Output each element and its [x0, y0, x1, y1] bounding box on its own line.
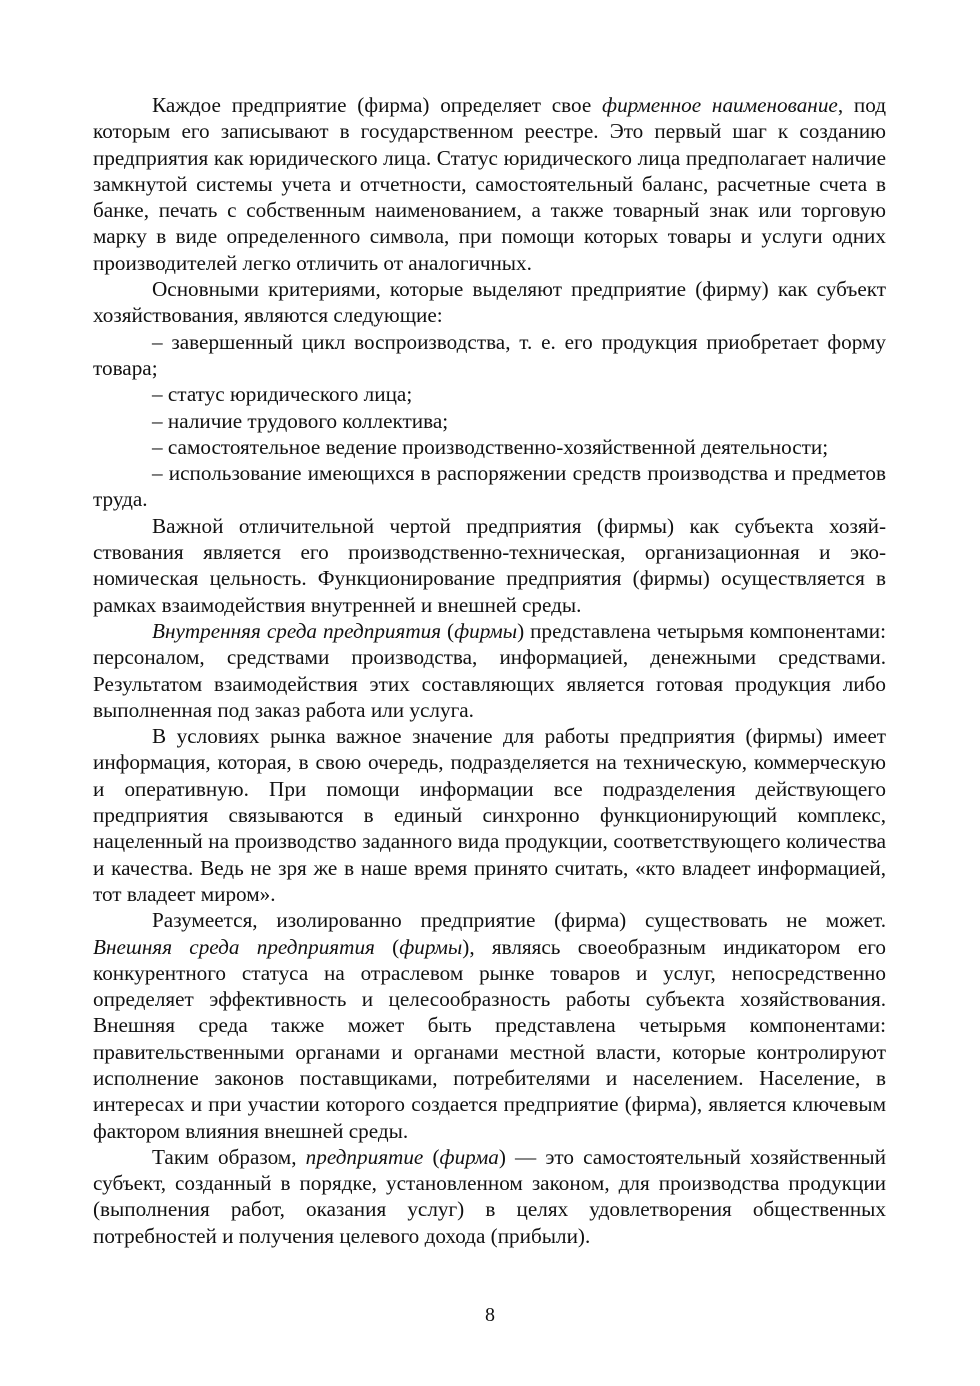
paragraph-information: В условиях рынка важное значение для работы предприятия (фирмы) имеет информация, которая, в свою очередь, подразделяется на техническую, коммерческую и оперативную. При помощи информации все подразделения действующего предприятия связываются в единый синхронно функционирующий комплекс, нацеленный на производство заданного вида продукции, соответствующего количества и качества. Ведь не зря же в наше время принято считать, «кто владеет информацией, тот владеет миром». — [93, 724, 886, 906]
paragraph-external-environment: Разумеется, изолированно предприятие (фирма) существовать не может. Внешняя среда предприятия (фирмы), являясь своеобразным индикатором его конкурентного статуса на отраслевом рынке товаров и услуг, непосредственно определяет эффективность и целесообразность работы субъекта хозяйствования. Внешняя среда также может быть представлена четырьмя компонентами: правительственными органами и органами местной власти, которые контролируют исполнение законов поставщиками, потребителями и населением. Население, в интересах и при участии которого создается предприятие (фирма), является ключевым фактором влияния внешней среды. — [93, 908, 887, 1143]
term-external-environment: Внешняя среда предприятия — [93, 934, 375, 959]
list-item: – завершенный цикл воспроизводства, т. е. его продукция приобретает форму товара; — [93, 329, 886, 380]
term-company-name: фирменное наименование — [602, 93, 838, 117]
list-item: – наличие трудового коллектива; — [152, 408, 449, 433]
term-enterprise: предприятие — [305, 1144, 424, 1169]
page-body — [93, 92, 886, 1249]
list-item: – использование имеющихся в распоряжении средств производства и предметов труда. — [93, 461, 886, 512]
paragraph-definition: Таким образом, предприятие (фирма) — это самостоятельный хозяйственный субъект, созданный в порядке, установленном законом, для производства продукции (выполнения работ, оказания услуг) в целях удовлетворения общественных потребностей и получения целевого дохода (прибыли). — [93, 1144, 886, 1248]
list-item: – статус юридического лица; — [152, 382, 413, 407]
paragraph-integrity: Важной отличительной чертой предприятия (фирмы) как субъекта хозяйствования является его производственно-техническая, организационная и экономическая цельность. Функционирование предприятия (фирмы) осуществляется в рамках взаимодействия внутренней и внешней среды. — [93, 513, 886, 617]
page-number: 8 — [485, 1304, 495, 1326]
paragraph-internal-environment: Внутренняя среда предприятия (фирмы) представлена четырьмя компонентами: персоналом, средствами производства, информацией, денежными средствами. Результатом взаимодействия этих составляющих является готовая продукция либо выполненная под заказ работа или услуга. — [93, 618, 886, 722]
list-item: – самостоятельное ведение производственно-хозяйственной деятельности; — [152, 434, 829, 459]
term-internal-environment: Внутренняя среда предприятия — [152, 618, 442, 643]
paragraph-company-name: Каждое предприятие (фирма) определяет свое фирменное наименование, под которым его записывают в государственном реестре. Это первый шаг к созданию предприятия как юридического лица. Статус юридического лица предполагает наличие замкнутой системы учета и отчетности, самостоятельный баланс, расчетные счета в банке, печать с собственным наименованием, а также товарный знак или торговую марку в виде определенного символа, при помощи которых товары и услуги одних производителей легко отличить от аналогичных. — [93, 93, 886, 275]
paragraph-criteria-intro: Основными критериями, которые выделяют предприятие (фирму) как субъект хозяйствования, являются следующие: — [93, 277, 886, 328]
